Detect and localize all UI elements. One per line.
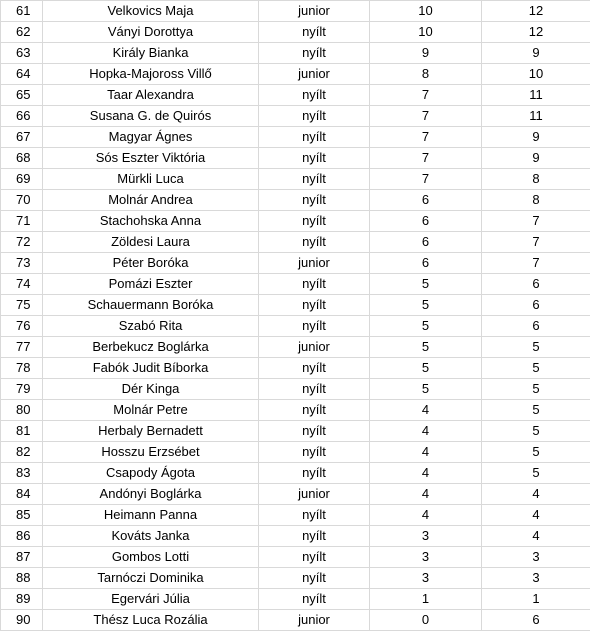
score-a-cell[interactable]: 9	[370, 43, 482, 64]
score-a-cell[interactable]: 4	[370, 505, 482, 526]
rank-cell[interactable]: 90	[1, 610, 43, 631]
rank-cell[interactable]: 79	[1, 379, 43, 400]
rank-cell[interactable]: 68	[1, 148, 43, 169]
score-b-cell[interactable]: 5	[482, 400, 590, 421]
table-row	[1, 442, 590, 463]
score-a-cell[interactable]: 10	[370, 1, 482, 22]
rank-cell[interactable]: 64	[1, 64, 43, 85]
name-cell[interactable]: Tarnóczi Dominika	[43, 568, 259, 589]
rank-cell[interactable]: 73	[1, 253, 43, 274]
rank-cell[interactable]: 74	[1, 274, 43, 295]
score-b-cell[interactable]: 9	[482, 127, 590, 148]
score-a-cell[interactable]: 6	[370, 253, 482, 274]
name-cell[interactable]: Heimann Panna	[43, 505, 259, 526]
category-cell[interactable]: nyílt	[259, 22, 370, 43]
score-b-cell[interactable]: 10	[482, 64, 590, 85]
score-b-cell[interactable]: 5	[482, 358, 590, 379]
score-b-cell[interactable]: 6	[482, 316, 590, 337]
table-row	[1, 64, 590, 85]
score-a-cell[interactable]: 5	[370, 358, 482, 379]
score-a-cell[interactable]: 7	[370, 169, 482, 190]
score-b-cell[interactable]: 7	[482, 253, 590, 274]
table-row	[1, 589, 590, 610]
table-row	[1, 106, 590, 127]
table-row	[1, 85, 590, 106]
category-cell[interactable]: nyílt	[259, 316, 370, 337]
score-a-cell[interactable]: 4	[370, 442, 482, 463]
category-cell[interactable]: nyílt	[259, 505, 370, 526]
rank-cell[interactable]: 69	[1, 169, 43, 190]
score-b-cell[interactable]: 5	[482, 442, 590, 463]
rank-cell[interactable]: 84	[1, 484, 43, 505]
rank-cell[interactable]: 87	[1, 547, 43, 568]
score-a-cell[interactable]: 4	[370, 421, 482, 442]
score-a-cell[interactable]: 8	[370, 64, 482, 85]
score-b-cell[interactable]: 8	[482, 190, 590, 211]
category-cell[interactable]: junior	[259, 1, 370, 22]
table-row	[1, 547, 590, 568]
name-cell[interactable]: Gombos Lotti	[43, 547, 259, 568]
name-cell[interactable]: Molnár Petre	[43, 400, 259, 421]
score-a-cell[interactable]: 7	[370, 127, 482, 148]
name-cell[interactable]: Andónyi Boglárka	[43, 484, 259, 505]
name-cell[interactable]: Ványi Dorottya	[43, 22, 259, 43]
table-row	[1, 526, 590, 547]
name-cell[interactable]: Csapody Ágota	[43, 463, 259, 484]
table-row	[1, 232, 590, 253]
table-row	[1, 169, 590, 190]
name-cell[interactable]: Király Bianka	[43, 43, 259, 64]
table-row	[1, 148, 590, 169]
score-a-cell[interactable]: 3	[370, 568, 482, 589]
score-a-cell[interactable]: 5	[370, 337, 482, 358]
table-row	[1, 43, 590, 64]
score-a-cell[interactable]: 0	[370, 610, 482, 631]
category-cell[interactable]: nyílt	[259, 295, 370, 316]
rank-cell[interactable]: 66	[1, 106, 43, 127]
category-cell[interactable]: nyílt	[259, 274, 370, 295]
score-b-cell[interactable]: 1	[482, 589, 590, 610]
name-cell[interactable]: Susana G. de Quirós	[43, 106, 259, 127]
score-a-cell[interactable]: 6	[370, 232, 482, 253]
category-cell[interactable]: nyílt	[259, 379, 370, 400]
name-cell[interactable]: Szabó Rita	[43, 316, 259, 337]
table-row	[1, 295, 590, 316]
score-a-cell[interactable]: 4	[370, 400, 482, 421]
table-row	[1, 463, 590, 484]
score-b-cell[interactable]: 11	[482, 85, 590, 106]
score-b-cell[interactable]: 7	[482, 211, 590, 232]
score-a-cell[interactable]: 10	[370, 22, 482, 43]
rank-cell[interactable]: 85	[1, 505, 43, 526]
category-cell[interactable]: nyílt	[259, 148, 370, 169]
category-cell[interactable]: nyílt	[259, 211, 370, 232]
rank-cell[interactable]: 67	[1, 127, 43, 148]
category-cell[interactable]: nyílt	[259, 85, 370, 106]
name-cell[interactable]: Sós Eszter Viktória	[43, 148, 259, 169]
score-b-cell[interactable]: 5	[482, 379, 590, 400]
score-a-cell[interactable]: 5	[370, 379, 482, 400]
category-cell[interactable]: nyílt	[259, 127, 370, 148]
rank-cell[interactable]: 62	[1, 22, 43, 43]
rank-cell[interactable]: 71	[1, 211, 43, 232]
rank-cell[interactable]: 77	[1, 337, 43, 358]
rank-cell[interactable]: 89	[1, 589, 43, 610]
category-cell[interactable]: junior	[259, 253, 370, 274]
score-b-cell[interactable]: 6	[482, 274, 590, 295]
table-row	[1, 274, 590, 295]
name-cell[interactable]: Egervári Júlia	[43, 589, 259, 610]
rank-cell[interactable]: 63	[1, 43, 43, 64]
table-row	[1, 337, 590, 358]
rank-cell[interactable]: 81	[1, 421, 43, 442]
table-row	[1, 610, 590, 631]
table-row	[1, 316, 590, 337]
table-row	[1, 211, 590, 232]
category-cell[interactable]: nyílt	[259, 463, 370, 484]
rank-cell[interactable]: 65	[1, 85, 43, 106]
name-cell[interactable]: Hopka-Majoross Villő	[43, 64, 259, 85]
table-row	[1, 421, 590, 442]
score-b-cell[interactable]: 12	[482, 1, 590, 22]
category-cell[interactable]: nyílt	[259, 190, 370, 211]
table-row	[1, 22, 590, 43]
results-table-body	[1, 1, 590, 631]
score-a-cell[interactable]: 6	[370, 211, 482, 232]
category-cell[interactable]: nyílt	[259, 106, 370, 127]
score-a-cell[interactable]: 5	[370, 316, 482, 337]
category-cell[interactable]: junior	[259, 610, 370, 631]
table-row	[1, 505, 590, 526]
score-a-cell[interactable]: 4	[370, 484, 482, 505]
score-a-cell[interactable]: 1	[370, 589, 482, 610]
rank-cell[interactable]: 82	[1, 442, 43, 463]
rank-cell[interactable]: 75	[1, 295, 43, 316]
category-cell[interactable]: nyílt	[259, 589, 370, 610]
name-cell[interactable]: Taar Alexandra	[43, 85, 259, 106]
score-b-cell[interactable]: 11	[482, 106, 590, 127]
score-b-cell[interactable]: 9	[482, 148, 590, 169]
table-row	[1, 568, 590, 589]
score-a-cell[interactable]: 6	[370, 190, 482, 211]
category-cell[interactable]: nyílt	[259, 568, 370, 589]
category-cell[interactable]: junior	[259, 337, 370, 358]
score-a-cell[interactable]: 5	[370, 295, 482, 316]
score-b-cell[interactable]: 5	[482, 337, 590, 358]
score-a-cell[interactable]: 7	[370, 148, 482, 169]
table-row	[1, 484, 590, 505]
score-b-cell[interactable]: 4	[482, 484, 590, 505]
category-cell[interactable]: nyílt	[259, 358, 370, 379]
rank-cell[interactable]: 86	[1, 526, 43, 547]
name-cell[interactable]: Schauermann Boróka	[43, 295, 259, 316]
category-cell[interactable]: nyílt	[259, 442, 370, 463]
score-a-cell[interactable]: 5	[370, 274, 482, 295]
score-a-cell[interactable]: 7	[370, 85, 482, 106]
name-cell[interactable]: Hosszu Erzsébet	[43, 442, 259, 463]
table-row	[1, 379, 590, 400]
name-cell[interactable]: Zöldesi Laura	[43, 232, 259, 253]
name-cell[interactable]: Stachohska Anna	[43, 211, 259, 232]
score-b-cell[interactable]: 4	[482, 526, 590, 547]
name-cell[interactable]: Molnár Andrea	[43, 190, 259, 211]
table-row	[1, 1, 590, 22]
name-cell[interactable]: Mürkli Luca	[43, 169, 259, 190]
rank-cell[interactable]: 76	[1, 316, 43, 337]
score-b-cell[interactable]: 4	[482, 505, 590, 526]
category-cell[interactable]: nyílt	[259, 526, 370, 547]
score-b-cell[interactable]: 5	[482, 421, 590, 442]
name-cell[interactable]: Magyar Ágnes	[43, 127, 259, 148]
rank-cell[interactable]: 88	[1, 568, 43, 589]
score-b-cell[interactable]: 7	[482, 232, 590, 253]
score-b-cell[interactable]: 6	[482, 610, 590, 631]
category-cell[interactable]: junior	[259, 484, 370, 505]
category-cell[interactable]: nyílt	[259, 169, 370, 190]
score-b-cell[interactable]: 12	[482, 22, 590, 43]
score-b-cell[interactable]: 9	[482, 43, 590, 64]
category-cell[interactable]: nyílt	[259, 400, 370, 421]
category-cell[interactable]: nyílt	[259, 232, 370, 253]
table-row	[1, 358, 590, 379]
table-row	[1, 253, 590, 274]
table-row	[1, 400, 590, 421]
name-cell[interactable]: Berbekucz Boglárka	[43, 337, 259, 358]
category-cell[interactable]: nyílt	[259, 43, 370, 64]
score-b-cell[interactable]: 8	[482, 169, 590, 190]
name-cell[interactable]: Herbaly Bernadett	[43, 421, 259, 442]
rank-cell[interactable]: 70	[1, 190, 43, 211]
rank-cell[interactable]: 72	[1, 232, 43, 253]
table-row	[1, 190, 590, 211]
name-cell[interactable]: Pomázi Eszter	[43, 274, 259, 295]
score-a-cell[interactable]: 3	[370, 526, 482, 547]
rank-cell[interactable]: 83	[1, 463, 43, 484]
score-b-cell[interactable]: 3	[482, 568, 590, 589]
score-a-cell[interactable]: 3	[370, 547, 482, 568]
rank-cell[interactable]: 61	[1, 1, 43, 22]
category-cell[interactable]: nyílt	[259, 547, 370, 568]
name-cell[interactable]: Velkovics Maja	[43, 1, 259, 22]
category-cell[interactable]: nyílt	[259, 421, 370, 442]
category-cell[interactable]: junior	[259, 64, 370, 85]
rank-cell[interactable]: 78	[1, 358, 43, 379]
name-cell[interactable]: Dér Kinga	[43, 379, 259, 400]
score-b-cell[interactable]: 5	[482, 463, 590, 484]
table-row	[1, 127, 590, 148]
name-cell[interactable]: Fabók Judit Bíborka	[43, 358, 259, 379]
score-b-cell[interactable]: 6	[482, 295, 590, 316]
rank-cell[interactable]: 80	[1, 400, 43, 421]
name-cell[interactable]: Péter Boróka	[43, 253, 259, 274]
name-cell[interactable]: Thész Luca Rozália	[43, 610, 259, 631]
score-b-cell[interactable]: 3	[482, 547, 590, 568]
score-a-cell[interactable]: 7	[370, 106, 482, 127]
score-a-cell[interactable]: 4	[370, 463, 482, 484]
name-cell[interactable]: Kováts Janka	[43, 526, 259, 547]
